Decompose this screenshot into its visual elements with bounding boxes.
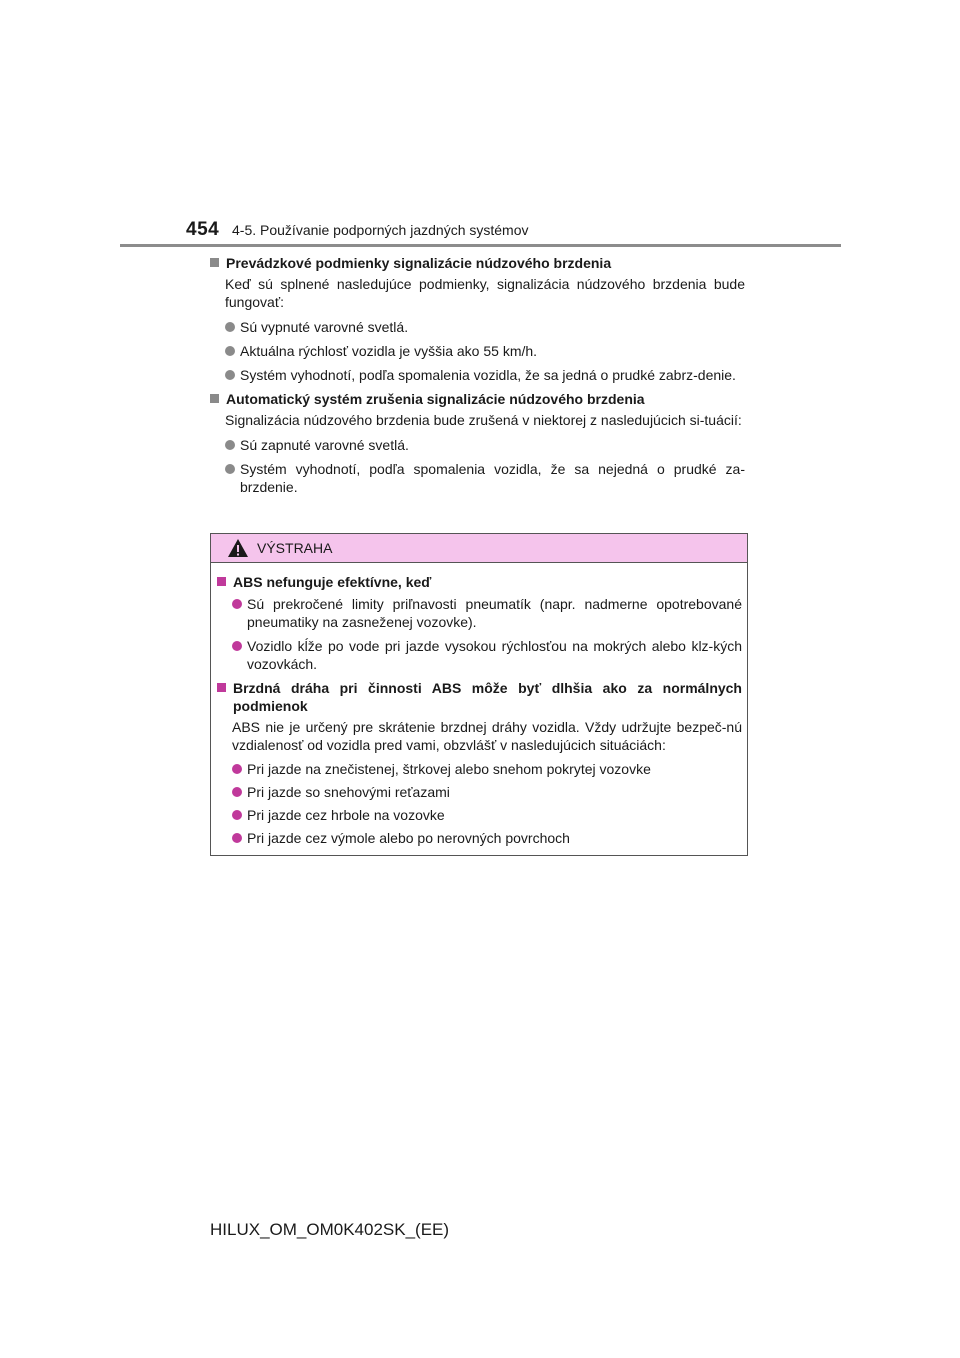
document-code: HILUX_OM_OM0K402SK_(EE) [210, 1220, 450, 1239]
warning-box [210, 533, 748, 856]
circle-bullet-icon [232, 787, 242, 797]
warning-body [211, 563, 747, 847]
section-heading [210, 254, 745, 272]
warning-list-item [232, 760, 742, 778]
list-item-text: Pri jazde na znečistenej, štrkovej alebo snehom pokrytej vozovke [247, 761, 651, 777]
circle-bullet-icon [225, 464, 235, 474]
circle-bullet-icon [225, 346, 235, 356]
circle-bullet-icon [232, 810, 242, 820]
square-bullet-icon [217, 577, 226, 586]
circle-bullet-icon [232, 599, 242, 609]
section-heading [210, 390, 745, 408]
section-title: Prevádzkové podmienky signalizácie núdzového brzdenia [226, 255, 612, 271]
circle-bullet-icon [232, 641, 242, 651]
list-item-text: Sú vypnuté varovné svetlá. [240, 319, 409, 335]
chapter-title: 4-5. Používanie podporných jazdných systémov [232, 222, 529, 238]
warning-triangle-icon [227, 538, 249, 558]
warning-label: VÝSTRAHA [257, 540, 333, 556]
list-item [225, 318, 745, 336]
warning-list-item [232, 783, 742, 801]
list-item-text: Pri jazde so snehovými reťazami [247, 784, 450, 800]
list-item-text: Sú prekročené limity priľnavosti pneumatík (napr. nadmerne opotrebované pneumatiky na zasneženej vozovke). [247, 596, 742, 630]
circle-bullet-icon [225, 370, 235, 380]
list-item-text: Aktuálna rýchlosť vozidla je vyššia ako 55 km/h. [240, 343, 538, 359]
warning-section-heading [217, 679, 742, 715]
warning-list-item [232, 806, 742, 824]
list-item [225, 436, 745, 454]
circle-bullet-icon [232, 833, 242, 843]
list-item-text: Pri jazde cez hrbole na vozovke [247, 807, 445, 823]
list-item-text: Vozidlo kĺže po vode pri jazde vysokou rýchlosťou na mokrých alebo klz-kých vozovkách. [247, 638, 742, 672]
warning-list-item [232, 829, 742, 847]
warning-list-item [232, 595, 742, 631]
list-item-text: Systém vyhodnotí, podľa spomalenia vozidla, že sa nejedná o prudké za-brzdenie. [240, 461, 745, 495]
main-content [210, 254, 745, 496]
section-intro: Keď sú splnené nasledujúce podmienky, signalizácia núdzového brzdenia bude fungovať: [225, 276, 745, 310]
page-number: 454 [186, 219, 220, 240]
list-item [225, 366, 745, 384]
header-divider [120, 244, 841, 247]
page-header [0, 0, 960, 250]
section-intro: Signalizácia núdzového brzdenia bude zrušená v niektorej z nasledujúcich si-tuácií: [225, 412, 742, 428]
warning-section-heading [217, 573, 742, 591]
square-bullet-icon [210, 394, 219, 403]
warning-section-title: Brzdná dráha pri činnosti ABS môže byť dlhšia ako za normálnych podmienok [233, 680, 742, 714]
list-item-text: Sú zapnuté varovné svetlá. [240, 437, 409, 453]
warning-section-intro: ABS nie je určený pre skrátenie brzdnej dráhy vozidla. Vždy udržujte bezpeč-nú vzdialenosť od vozidla pred vami, obzvlášť v nasledujúcich situáciách: [232, 719, 742, 753]
warning-section-title: ABS nefunguje efektívne, keď [233, 574, 432, 590]
circle-bullet-icon [232, 764, 242, 774]
square-bullet-icon [217, 683, 226, 692]
warning-list-item [232, 637, 742, 673]
section-title: Automatický systém zrušenia signalizácie núdzového brzdenia [226, 391, 645, 407]
list-item-text: Systém vyhodnotí, podľa spomalenia vozidla, že sa jedná o prudké zabrz-denie. [240, 367, 736, 383]
list-item-text: Pri jazde cez výmole alebo po nerovných povrchoch [247, 830, 570, 846]
warning-header [211, 534, 747, 563]
list-item [225, 460, 745, 496]
circle-bullet-icon [225, 322, 235, 332]
square-bullet-icon [210, 258, 219, 267]
circle-bullet-icon [225, 440, 235, 450]
list-item [225, 342, 745, 360]
